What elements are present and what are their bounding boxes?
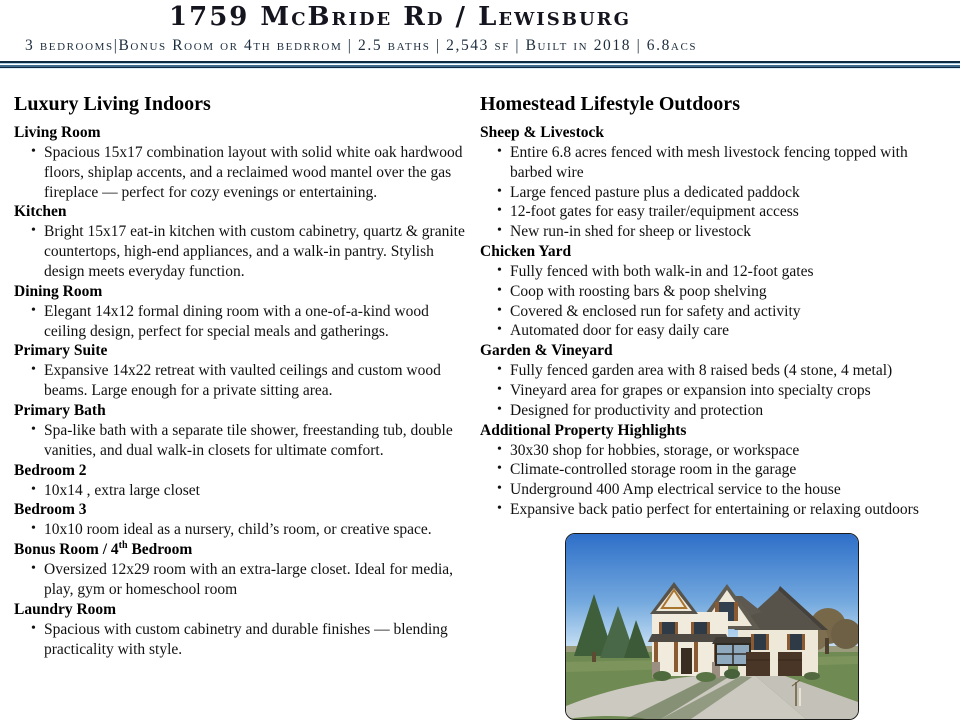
bullet-item: • Fully fenced with both walk-in and 12-foot gates — [496, 262, 950, 282]
bullet-item: • Fully fenced garden area with 8 raised beds (4 stone, 4 metal) — [496, 361, 950, 381]
column-indoors — [14, 93, 466, 720]
section-label: Bedroom 2 — [14, 461, 87, 479]
bullet-item: • Spacious 15x17 combination layout with solid white oak hardwood floors, shiplap accents, and a reclaimed wood mantel over the gas fireplace — perfect for cozy evenings or entertaining. — [30, 143, 466, 202]
section-label: Dining Room — [14, 282, 103, 300]
header — [0, 0, 960, 70]
divider-rule — [0, 61, 960, 70]
bullet-item: • 30x30 shop for hobbies, storage, or workspace — [496, 441, 950, 461]
bullet-list — [14, 143, 466, 202]
sections-right — [480, 123, 950, 520]
bullet-item: • New run-in shed for sheep or livestock — [496, 222, 950, 242]
bullet-item: • 10x14 , extra large closet — [30, 481, 466, 501]
bullet-list — [480, 262, 950, 341]
bullet-list — [14, 620, 466, 660]
sections-left — [14, 123, 466, 659]
section-label: Primary Bath — [14, 401, 106, 419]
bullet-item: • Spacious with custom cabinetry and durable finishes — blending practicality with style. — [30, 620, 466, 660]
bullet-item: • Expansive 14x22 retreat with vaulted ceilings and custom wood beams. Large enough for a private sitting area. — [30, 361, 466, 401]
section-label: Primary Suite — [14, 342, 108, 360]
bullet-item: • Oversized 12x29 room with an extra-large closet. Ideal for media, play, gym or homeschool room — [30, 560, 466, 600]
content-columns — [0, 93, 960, 720]
bullet-list — [480, 441, 950, 520]
bullet-list — [14, 421, 466, 461]
bullet-item: • Climate-controlled storage room in the garage — [496, 460, 950, 480]
bullet-item: • Vineyard area for grapes or expansion into specialty crops — [496, 381, 950, 401]
section-label: Garden & Vineyard — [480, 342, 613, 360]
bullet-item: • Entire 6.8 acres fenced with mesh livestock fencing topped with barbed wire — [496, 143, 950, 183]
bullet-item: • 12-foot gates for easy trailer/equipment access — [496, 202, 950, 222]
bullet-item: • Spa-like bath with a separate tile shower, freestanding tub, double vanities, and dual walk-in closets for ultimate comfort. — [30, 421, 466, 461]
bullet-list — [14, 222, 466, 281]
section-label: Kitchen — [14, 203, 67, 221]
bullet-item: • Designed for productivity and protection — [496, 401, 950, 421]
bullet-item: • Automated door for easy daily care — [496, 321, 950, 341]
bullet-item: • Expansive back patio perfect for entertaining or relaxing outdoors — [496, 500, 950, 520]
bullet-item: • Underground 400 Amp electrical service to the house — [496, 480, 950, 500]
bullet-item: • Coop with roosting bars & poop shelving — [496, 282, 950, 302]
bullet-list — [14, 520, 466, 540]
section-label: Bonus Room / 4th Bedroom — [14, 540, 193, 559]
bullet-item: • Elegant 14x12 formal dining room with a one-of-a-kind wood ceiling design, perfect for special meals and gatherings. — [30, 302, 466, 342]
bullet-list — [480, 361, 950, 420]
bullet-list — [14, 481, 466, 501]
photo-garage-door — [746, 652, 770, 676]
bullet-item: • Large fenced pasture plus a dedicated paddock — [496, 183, 950, 203]
bullet-item: • Bright 15x17 eat-in kitchen with custom cabinetry, quartz & granite countertops, high-end appliances, and a walk-in pantry. Stylish design meets everyday function. — [30, 222, 466, 281]
bullet-item: • Covered & enclosed run for safety and activity — [496, 302, 950, 322]
section-label: Bedroom 3 — [14, 501, 87, 519]
photo-garage-door — [778, 652, 802, 676]
section-label: Chicken Yard — [480, 242, 572, 260]
bullet-list — [14, 560, 466, 600]
property-stats-line: 3 bedrooms|Bonus Room or 4th bedrrom | 2.5 baths | 2,543 sf | Built in 2018 | 6.8acs — [25, 37, 698, 54]
column-outdoors — [480, 93, 950, 720]
bullet-list — [14, 361, 466, 401]
page-title: 1759 McBride Rd / Lewisburg — [169, 2, 631, 32]
section-label: Sheep & Livestock — [480, 124, 604, 141]
column-heading-indoors: Luxury Living Indoors — [14, 93, 211, 115]
section-label: Additional Property Highlights — [480, 421, 687, 439]
listing-photo — [565, 533, 859, 720]
section-label: Laundry Room — [14, 600, 117, 618]
section-label: Living Room — [14, 124, 101, 141]
bullet-list — [14, 302, 466, 342]
bullet-item: • 10x10 room ideal as a nursery, child’s room, or creative space. — [30, 520, 466, 540]
column-heading-outdoors: Homestead Lifestyle Outdoors — [480, 93, 740, 115]
bullet-list — [480, 143, 950, 242]
